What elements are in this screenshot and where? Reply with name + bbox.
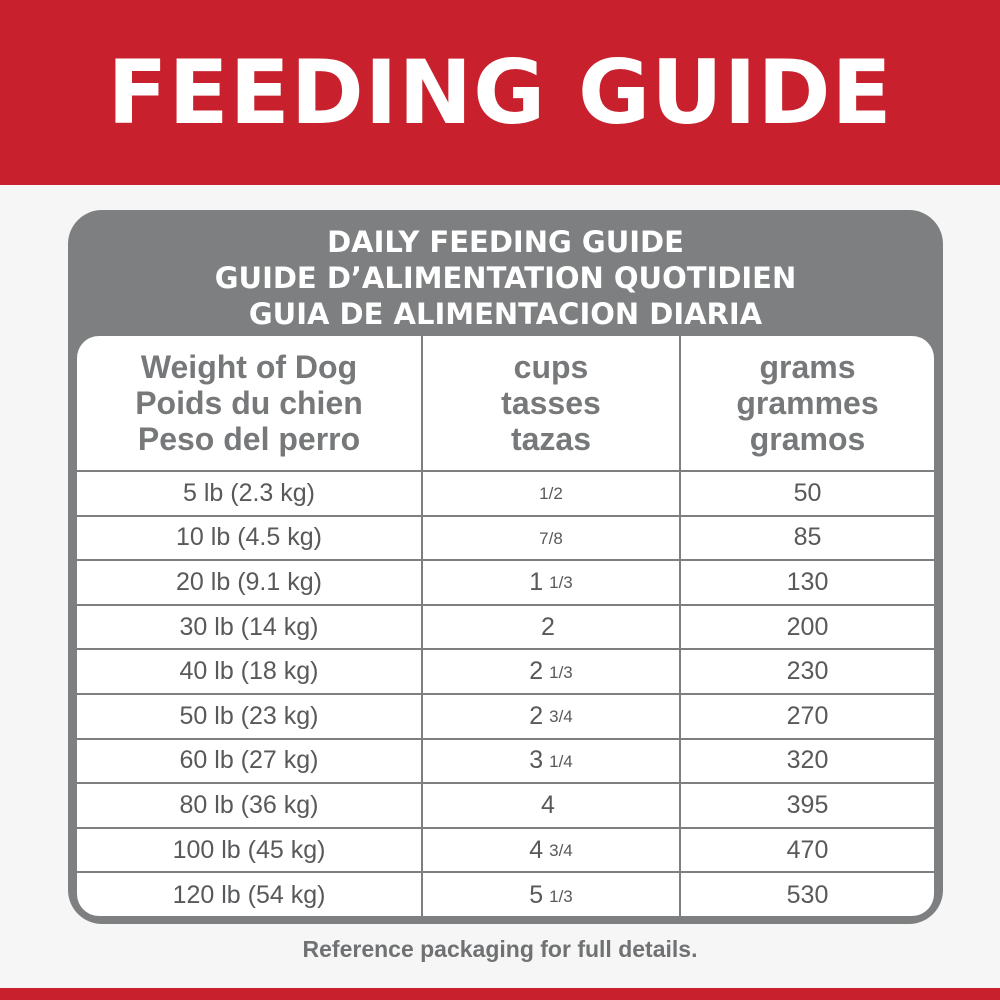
- weight-cell: 80 lb (36 kg): [179, 790, 319, 819]
- grams-cell: 530: [679, 873, 934, 916]
- header-grams: [679, 336, 934, 470]
- table-row: [77, 606, 934, 651]
- header-cups: [421, 336, 679, 470]
- grams-cell: 200: [679, 606, 934, 649]
- header-weight-fr: Poids du chien: [135, 385, 363, 421]
- cups-whole: 5: [529, 881, 544, 910]
- grams-cell: 50: [679, 472, 934, 515]
- table-row: [77, 873, 934, 916]
- table-row: [77, 695, 934, 740]
- weight-cell: 40 lb (18 kg): [179, 657, 319, 686]
- cups-cell: [421, 606, 679, 649]
- header-weight-en: Weight of Dog: [140, 349, 358, 385]
- cups-fraction: 1/3: [549, 886, 573, 906]
- feeding-table: [77, 336, 934, 916]
- cups-whole: 2: [529, 701, 544, 730]
- cups-whole: 4: [541, 790, 555, 819]
- weight-cell: 20 lb (9.1 kg): [176, 567, 322, 596]
- cups-fraction: 1/3: [549, 662, 573, 682]
- table-row: [77, 650, 934, 695]
- cups-fraction: 1/3: [549, 573, 573, 593]
- bottom-accent-bar: [0, 988, 1000, 1000]
- weight-cell: 60 lb (27 kg): [179, 746, 319, 775]
- cups-whole: 4: [529, 835, 544, 864]
- cups-cell: [421, 472, 679, 515]
- cups-cell: [421, 561, 679, 604]
- grams-cell: 130: [679, 561, 934, 604]
- cups-cell: [421, 740, 679, 783]
- table-header-row: [77, 336, 934, 472]
- cups-fraction: 3/4: [549, 707, 573, 727]
- cups-cell: [421, 784, 679, 827]
- weight-cell: 100 lb (45 kg): [172, 835, 326, 864]
- table-body: [77, 472, 934, 916]
- weight-cell: 5 lb (2.3 kg): [182, 478, 315, 507]
- cups-whole: 3: [529, 746, 544, 775]
- cups-whole: 2: [529, 657, 544, 686]
- header-grams-en: grams: [759, 349, 856, 385]
- header-grams-fr: grammes: [736, 385, 879, 421]
- cups-fraction: 1/2: [539, 484, 563, 504]
- table-row: [77, 740, 934, 785]
- header-weight-es: Peso del perro: [137, 421, 361, 457]
- cups-fraction: 1/4: [549, 751, 573, 771]
- weight-cell: 30 lb (14 kg): [179, 612, 319, 641]
- heading-french: GUIDE D’ALIMENTATION QUOTIDIEN: [214, 261, 797, 295]
- weight-cell: 50 lb (23 kg): [179, 701, 319, 730]
- weight-cell: 120 lb (54 kg): [172, 881, 326, 910]
- cups-cell: [421, 695, 679, 738]
- cups-fraction: 7/8: [539, 528, 563, 548]
- grams-cell: 320: [679, 740, 934, 783]
- card-heading: [68, 224, 943, 332]
- table-row: [77, 784, 934, 829]
- title-banner: [0, 0, 1000, 185]
- table-row: [77, 829, 934, 874]
- header-grams-es: gramos: [749, 421, 866, 457]
- grams-cell: 470: [679, 829, 934, 872]
- header-weight: [77, 336, 421, 470]
- heading-english: DAILY FEEDING GUIDE: [327, 225, 684, 259]
- cups-cell: [421, 829, 679, 872]
- cups-whole: 2: [541, 612, 555, 641]
- header-cups-es: tazas: [510, 421, 592, 457]
- grams-cell: 230: [679, 650, 934, 693]
- page-title: FEEDING GUIDE: [107, 41, 893, 144]
- footer-note: Reference packaging for full details.: [302, 936, 698, 962]
- weight-cell: 10 lb (4.5 kg): [176, 523, 322, 552]
- cups-cell: [421, 517, 679, 560]
- cups-whole: 1: [529, 567, 544, 596]
- header-cups-en: cups: [513, 349, 589, 385]
- cups-fraction: 3/4: [549, 841, 573, 861]
- grams-cell: 395: [679, 784, 934, 827]
- table-row: [77, 517, 934, 562]
- table-row: [77, 472, 934, 517]
- cups-cell: [421, 650, 679, 693]
- grams-cell: 270: [679, 695, 934, 738]
- cups-cell: [421, 873, 679, 916]
- feeding-guide-card: [68, 210, 943, 924]
- heading-spanish: GUIA DE ALIMENTACION DIARIA: [248, 297, 763, 331]
- table-row: [77, 561, 934, 606]
- grams-cell: 85: [679, 517, 934, 560]
- header-cups-fr: tasses: [501, 385, 601, 421]
